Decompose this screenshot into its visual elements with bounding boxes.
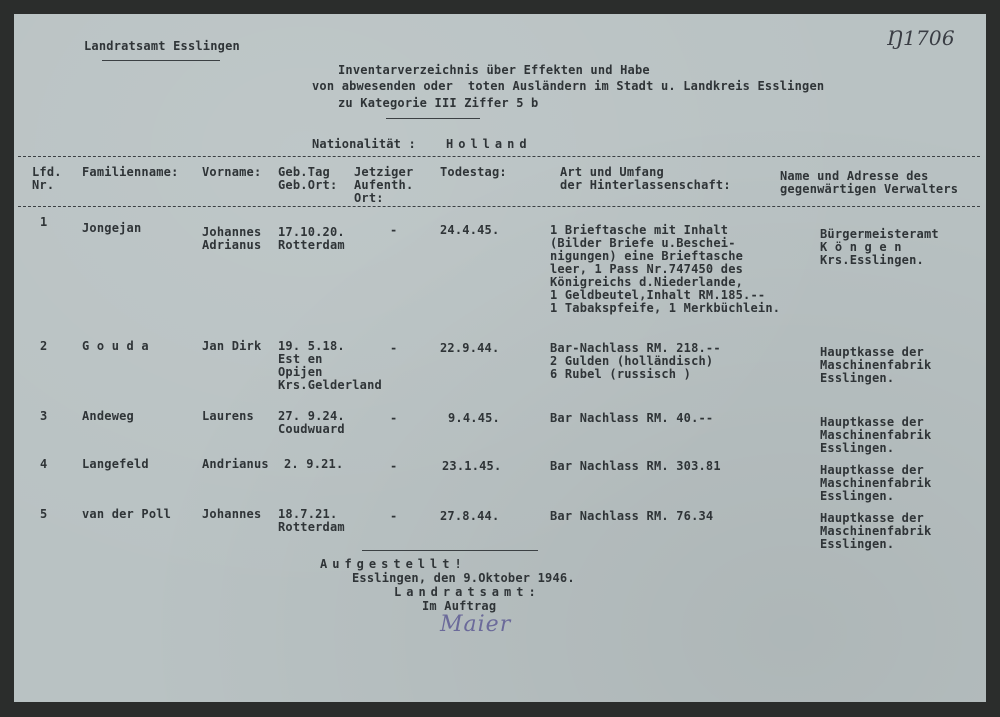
footer-im-auftrag: Im Auftrag <box>422 599 497 613</box>
row-1-first: Johannes Adrianus <box>202 225 262 252</box>
row-1-admin: Bürgermeisteramt K ö n g e n Krs.Esslingen. <box>820 227 939 267</box>
row-3-first: Laurens <box>202 409 254 423</box>
row-2-residence: - <box>390 341 398 355</box>
header-administrator: Name und Adresse des gegenwärtigen Verwalters <box>780 169 959 196</box>
header-first-name: Vorname: <box>202 165 262 179</box>
title-line-2: von abwesenden oder toten Ausländern im Stadt u. Landkreis Esslingen <box>312 79 825 93</box>
row-2-estate: Bar-Nachlass RM. 218.-- 2 Gulden (holländisch) 6 Rubel (russisch ) <box>550 341 721 381</box>
title-underline <box>386 118 480 119</box>
footer-authority: Landratsamt: <box>394 585 541 599</box>
header-estate: Art und Umfang der Hinterlassenschaft: <box>560 165 731 192</box>
row-5-nr: 5 <box>40 507 48 521</box>
row-5-first: Johannes <box>202 507 262 521</box>
row-2-death: 22.9.44. <box>440 341 500 355</box>
row-3-birth: 27. 9.24. Coudwuard <box>278 409 345 436</box>
row-4-death: 23.1.45. <box>442 459 502 473</box>
row-1-family: Jongejan <box>82 221 142 235</box>
header-residence: Jetziger Aufenth. Ort: <box>354 165 414 205</box>
footer-place-date: Esslingen, den 9.Oktober 1946. <box>352 571 575 585</box>
row-5-family: van der Poll <box>82 507 172 521</box>
row-4-family: Langefeld <box>82 457 149 471</box>
row-3-admin: Hauptkasse der Maschinenfabrik Esslingen. <box>820 415 932 455</box>
row-5-estate: Bar Nachlass RM. 76.34 <box>550 509 714 523</box>
row-3-death: 9.4.45. <box>448 411 500 425</box>
row-2-first: Jan Dirk <box>202 339 262 353</box>
nationality-value: Holland <box>446 137 532 151</box>
row-3-estate: Bar Nachlass RM. 40.-- <box>550 411 714 425</box>
row-4-estate: Bar Nachlass RM. 303.81 <box>550 459 721 473</box>
row-1-nr: 1 <box>40 215 48 229</box>
reference-number: Ŋ1706 <box>886 26 955 50</box>
row-2-birth: 19. 5.18. Est en Opijen Krs.Gelderland <box>278 339 382 392</box>
header-birth: Geb.Tag Geb.Ort: <box>278 165 338 192</box>
table-top-rule <box>18 156 980 157</box>
row-5-death: 27.8.44. <box>440 509 500 523</box>
signature: Maier <box>440 612 512 637</box>
row-4-admin: Hauptkasse der Maschinenfabrik Esslingen. <box>820 463 932 503</box>
row-4-residence: - <box>390 459 398 473</box>
row-4-birth: 2. 9.21. <box>284 457 344 471</box>
header-family-name: Familienname: <box>82 165 179 179</box>
row-4-first: Andrianus <box>202 457 269 471</box>
footer-rule <box>362 550 538 551</box>
row-3-family: Andeweg <box>82 409 134 423</box>
header-death-date: Todestag: <box>440 165 507 179</box>
row-3-nr: 3 <box>40 409 48 423</box>
office-underline <box>102 60 220 61</box>
office-name: Landratsamt Esslingen <box>84 39 240 53</box>
row-5-birth: 18.7.21. Rotterdam <box>278 507 345 534</box>
row-2-nr: 2 <box>40 339 48 353</box>
row-4-nr: 4 <box>40 457 48 471</box>
table-header-rule <box>18 206 980 207</box>
row-1-death: 24.4.45. <box>440 223 500 237</box>
header-lfd-nr: Lfd. Nr. <box>32 165 62 192</box>
row-2-admin: Hauptkasse der Maschinenfabrik Esslingen. <box>820 345 932 385</box>
row-3-residence: - <box>390 411 398 425</box>
document-sheet <box>14 14 986 702</box>
row-2-family: G o u d a <box>82 339 149 353</box>
title-line-3: zu Kategorie III Ziffer 5 b <box>338 96 539 110</box>
title-line-1: Inventarverzeichnis über Effekten und Habe <box>338 63 650 77</box>
footer-aufgestellt: Aufgestellt! <box>320 557 467 571</box>
row-5-admin: Hauptkasse der Maschinenfabrik Esslingen. <box>820 511 932 551</box>
row-1-estate: 1 Brieftasche mit Inhalt (Bilder Briefe u.Beschei- nigungen) eine Brieftasche leer, 1 Pass Nr.747450 des Königreichs d.Niederlande, 1 Geldbeutel,Inhalt RM.185.-- 1 Tabakspfeife, 1 Merkbüchlein. <box>550 223 781 315</box>
row-1-residence: - <box>390 223 398 237</box>
nationality-label: Nationalität : <box>312 137 416 151</box>
row-5-residence: - <box>390 509 398 523</box>
row-1-birth: 17.10.20. Rotterdam <box>278 225 345 252</box>
